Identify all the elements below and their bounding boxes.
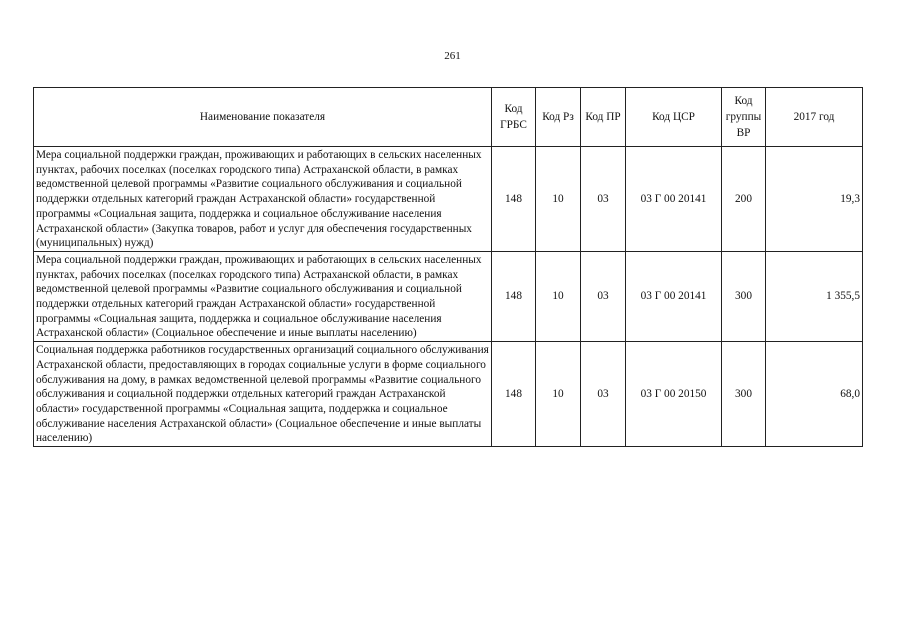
row-csr-cell: 03 Г 00 20141 [626, 147, 722, 252]
row-csr-cell: 03 Г 00 20141 [626, 251, 722, 341]
row-name-cell: Мера социальной поддержки граждан, проживающих и работающих в сельских населенных пунктах, рабочих поселках (поселках городского типа) Астраханской области, в рамках ведомственной целевой программы «Развитие социального обслуживания и социальной поддержки отдельных категорий граждан Астраханской области» государственной программы «Социальная защита, поддержка и социальное обслуживание населения Астраханской области» (Социальное обеспечение и иные выплаты населению) [34, 251, 492, 341]
row-vr-cell: 200 [722, 147, 766, 252]
header-pr: Код ПР [581, 88, 626, 147]
row-vr-cell: 300 [722, 251, 766, 341]
row-grbs-cell: 148 [492, 342, 536, 447]
row-name-cell: Мера социальной поддержки граждан, проживающих и работающих в сельских населенных пунктах, рабочих поселках (поселках городского типа) Астраханской области, в рамках ведомственной целевой программы «Развитие социального обслуживания и социальной поддержки отдельных категорий граждан Астраханской области» государственной программы «Социальная защита, поддержка и социальное обслуживание населения Астраханской области» (Закупка товаров, работ и услуг для обеспечения государственных (муниципальных) нужд) [34, 147, 492, 252]
row-rz-cell: 10 [536, 342, 581, 447]
row-pr-cell: 03 [581, 251, 626, 341]
header-year: 2017 год [766, 88, 863, 147]
page-number: 261 [444, 50, 461, 62]
row-rz-cell: 10 [536, 147, 581, 252]
header-vr: Код группы ВР [722, 88, 766, 147]
row-grbs-cell: 148 [492, 147, 536, 252]
row-pr-cell: 03 [581, 147, 626, 252]
table-row [34, 342, 863, 447]
table-row [34, 251, 863, 341]
row-grbs-cell: 148 [492, 251, 536, 341]
header-rz: Код Рз [536, 88, 581, 147]
row-amount-cell: 1 355,5 [766, 251, 863, 341]
table-header-row [34, 88, 863, 147]
row-pr-cell: 03 [581, 342, 626, 447]
header-csr: Код ЦСР [626, 88, 722, 147]
header-name: Наименование показателя [34, 88, 492, 147]
row-vr-cell: 300 [722, 342, 766, 447]
header-grbs: Код ГРБС [492, 88, 536, 147]
row-csr-cell: 03 Г 00 20150 [626, 342, 722, 447]
row-amount-cell: 19,3 [766, 147, 863, 252]
row-amount-cell: 68,0 [766, 342, 863, 447]
row-rz-cell: 10 [536, 251, 581, 341]
budget-table [33, 87, 863, 447]
table-row [34, 147, 863, 252]
row-name-cell: Социальная поддержка работников государственных организаций социального обслуживания Астраханской области, предоставляющих в городах социальные услуги в форме социального обслуживания на дому, в рамках ведомственной целевой программы «Развитие социального обслуживания и социальной поддержки отдельных категорий граждан Астраханской области» государственной программы «Социальная защита, поддержка и социальное обслуживание населения Астраханской области» (Социальное обеспечение и иные выплаты населению) [34, 342, 492, 447]
